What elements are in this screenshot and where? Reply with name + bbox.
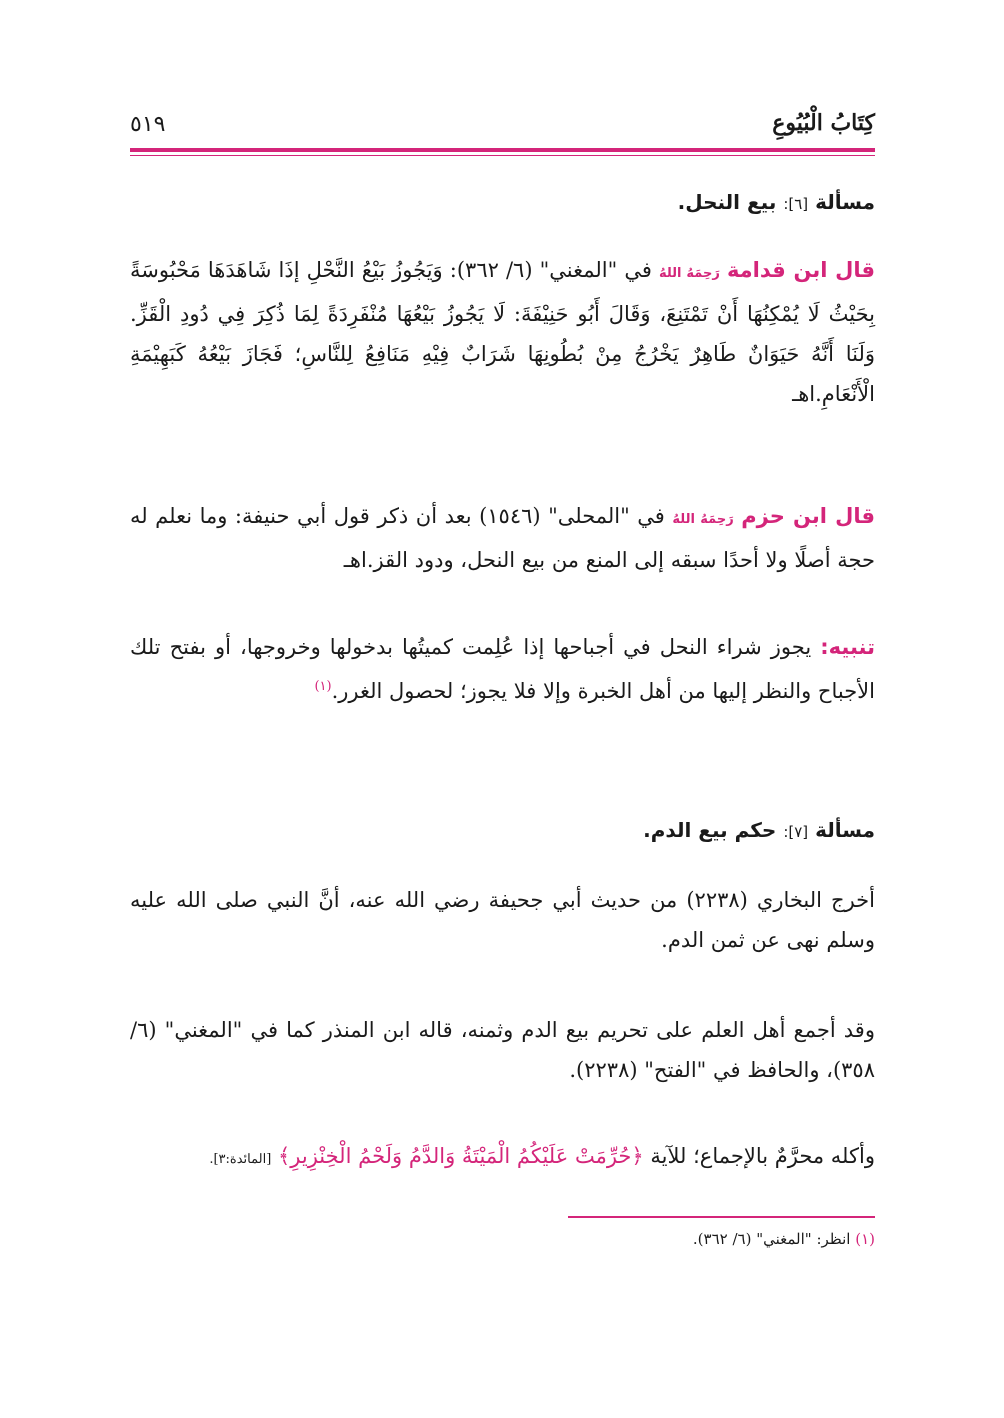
- page-number: ٥١٩: [130, 112, 166, 137]
- paragraph-text: أخرج البخاري (٢٢٣٨) من حديث أبي جحيفة رضي الله عنه، أنَّ النبي صلى الله عليه وسلم نهى عن ثمن الدم.: [130, 888, 875, 952]
- author-name: قال ابن قدامة: [726, 258, 876, 282]
- footnote-number: (١): [855, 1230, 875, 1248]
- footnote-text: انظر: "المغني" (٦/ ٣٦٢).: [692, 1230, 851, 1248]
- quran-verse: ﴿حُرِّمَتْ عَلَيْكُمُ الْمَيْتَةُ وَالدَّمُ وَلَحْمُ الْخِنْزِيرِ﴾: [277, 1144, 644, 1168]
- paragraph-ibn-hazm: [130, 496, 875, 580]
- footnote: [130, 1227, 875, 1251]
- verse-reference: [المائدة:٣].: [209, 1152, 272, 1167]
- note-label: تنبيه:: [820, 635, 875, 659]
- section-heading-6: [130, 182, 875, 224]
- page-header: [130, 108, 875, 152]
- honorific: رَحِمَهُ اللهُ: [672, 512, 734, 527]
- author-name: قال ابن حزم: [741, 504, 875, 528]
- paragraph-hadith: [130, 880, 875, 960]
- paragraph-ibn-qudama: [130, 250, 875, 414]
- section-title: حكم بيع الدم.: [643, 818, 777, 842]
- section-label: مسألة: [815, 818, 875, 842]
- section-title: بيع النحل.: [677, 190, 777, 214]
- header-rule: [130, 148, 875, 152]
- paragraph-text: وأكله محرَّمٌ بالإجماع؛ للآية: [650, 1144, 875, 1168]
- footnote-separator: [568, 1216, 875, 1218]
- paragraph-text: يجوز شراء النحل في أجباحها إذا عُلِمت كميتُها بدخولها وخروجها، أو بفتح تلك الأجباح والنظر إليها من أهل الخبرة وإلا فلا يجوز؛ لحصول الغرر.: [130, 635, 875, 703]
- section-number: [٦]:: [783, 195, 809, 213]
- paragraph-consensus: [130, 1010, 875, 1090]
- paragraph-note: [130, 627, 875, 711]
- honorific: رَحِمَهُ اللهُ: [658, 266, 720, 281]
- footnote-reference[interactable]: (١): [314, 679, 332, 694]
- header-rule-thin: [130, 155, 875, 156]
- paragraph-text: في "المحلى" (١٥٤٦) بعد أن ذكر قول أبي حنيفة: وما نعلم له حجة أصلًا ولا أحدًا سبقه إلى المنع من بيع النحل، ودود القز.اهـ: [130, 504, 875, 572]
- paragraph-verse: [130, 1136, 875, 1180]
- section-number: [٧]:: [783, 823, 809, 841]
- section-label: مسألة: [815, 190, 875, 214]
- paragraph-text: وقد أجمع أهل العلم على تحريم بيع الدم وثمنه، قاله ابن المنذر كما في "المغني" (٦/ ٣٥٨)، والحافظ في "الفتح" (٢٢٣٨).: [130, 1018, 875, 1082]
- paragraph-text: في "المغني" (٦/ ٣٦٢): وَيَجُوزُ بَيْعُ النَّحْلِ إذَا شَاهَدَهَا مَحْبُوسَةً بِحَيْثُ لَا يُمْكِنُهَا أَنْ تَمْتَنِعَ، وَقَالَ أَبُو حَنِيْفَةَ: لَا يَجُوزُ بَيْعُهَا مُنْفَرِدَةً لِمَا ذُكِرَ فِي دُودِ الْقَزِّ. وَلَنَا أَنَّهُ حَيَوَانٌ طَاهِرٌ يَخْرُجُ مِنْ بُطُونِهَا شَرَابٌ فِيْهِ مَنَافِعُ لِلنَّاسِ؛ فَجَازَ بَيْعُهُ كَبَهِيْمَةِ الْأَنْعَامِ.اهـ: [130, 258, 875, 406]
- running-title: كِتَابُ الْبُيُوعِ: [772, 110, 875, 136]
- section-heading-7: [130, 810, 875, 852]
